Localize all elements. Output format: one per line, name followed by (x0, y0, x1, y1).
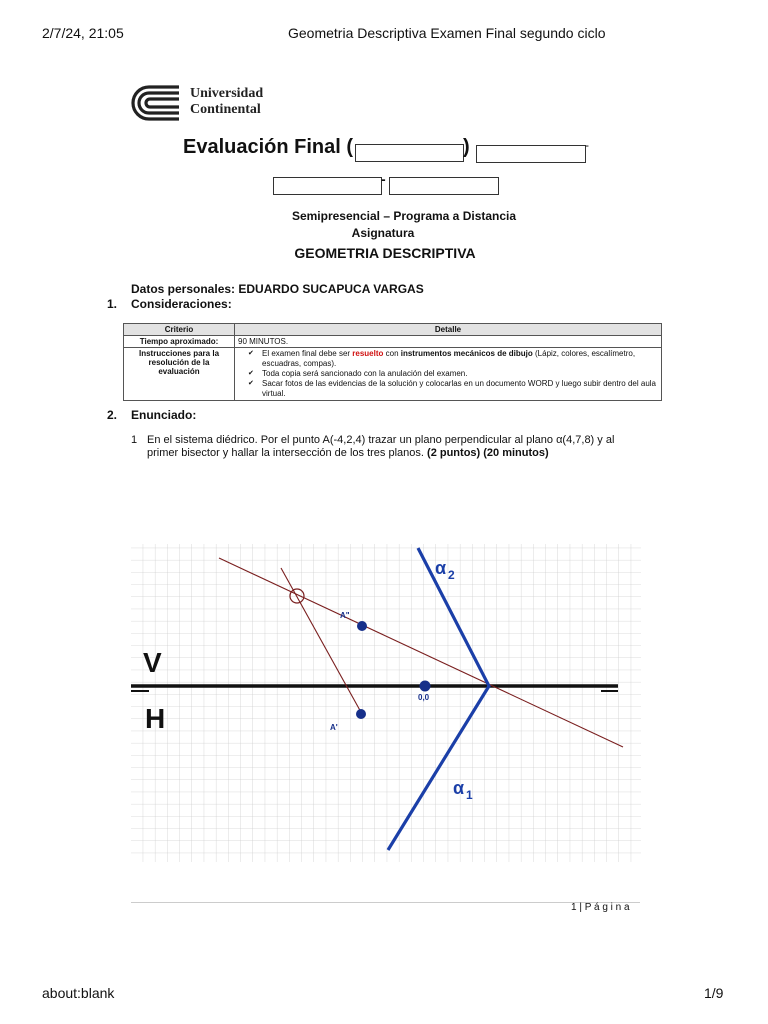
personal-data: Datos personales: EDUARDO SUCAPUCA VARGAS (131, 282, 424, 296)
section-1-number: 1. (107, 297, 118, 311)
label-alpha1-sub: 1 (466, 788, 473, 802)
footer-divider (131, 902, 640, 903)
logo-line-2: Continental (190, 102, 261, 117)
row-time-label: Tiempo aproximado: (124, 336, 235, 348)
label-origin: 0,0 (418, 693, 430, 702)
page-number: 1 | P á g i n a (571, 902, 630, 913)
label-alpha2: α (435, 558, 447, 578)
exam-title-left: Evaluación Final ( (183, 136, 354, 158)
exam-code-field[interactable] (355, 144, 464, 162)
subject-title: GEOMETRIA DESCRIPTIVA (294, 245, 476, 261)
grid-paper (131, 544, 641, 862)
row-instructions-label: Instrucciones para la resolución de la evaluación (124, 348, 235, 401)
label-a-vertical: A" (340, 611, 350, 620)
section-1-title: Consideraciones: (131, 297, 232, 311)
item-text: con (383, 349, 401, 358)
section-2-number: 2. (107, 408, 118, 422)
exam-title-close: ) (463, 136, 470, 158)
table-row (124, 336, 662, 348)
print-url: about:blank (42, 985, 115, 1001)
table-header-row (124, 324, 662, 336)
question-1-body: En el sistema diédrico. Por el punto A(-4,2,4) trazar un plano perpendicular al plano α(4,7,8) y al primer bisector y hallar la intersección de los tres planos. (147, 434, 615, 459)
print-document-title: Geometria Descriptiva Examen Final segundo ciclo (288, 25, 606, 41)
list-item (238, 349, 658, 369)
header-criterio: Criterio (124, 324, 235, 336)
logo-line-1: Universidad (190, 86, 264, 101)
row-time-value: 90 MINUTOS. (235, 336, 662, 348)
print-page-count: 1/9 (704, 985, 724, 1001)
table-row (124, 348, 662, 401)
university-logo-icon (131, 85, 181, 121)
highlight-text: resuelto (352, 349, 384, 358)
point-a-vertical (357, 621, 367, 631)
question-1-text (147, 434, 617, 460)
list-item: ✔ Sacar fotos de las evidencias de la solución y colocarlas en un documento WORD y luego subir dentro del aula virtual. (238, 379, 658, 399)
point-a-horizontal (356, 709, 366, 719)
field-dash: - (381, 171, 386, 187)
question-1-points: (2 puntos) (20 minutos) (427, 447, 549, 459)
exam-field-4[interactable] (389, 177, 499, 195)
origin-point (420, 681, 431, 692)
instructions-list (238, 349, 658, 399)
label-alpha2-sub: 2 (448, 568, 455, 582)
label-h: H (145, 703, 166, 734)
item-text: El examen final debe ser (262, 349, 353, 358)
modality-text: Semipresencial – Programa a Distancia (291, 209, 517, 223)
dihedral-drawing (131, 536, 643, 866)
exam-title (183, 136, 353, 159)
item-text: (Lápiz, colores, escalímetro, escuadras, compas). (262, 349, 636, 368)
title-dash: - (585, 138, 589, 152)
exam-date-field[interactable] (476, 145, 586, 163)
exam-field-3[interactable] (273, 177, 382, 195)
subject-label: Asignatura (351, 226, 415, 240)
header-detalle: Detalle (235, 324, 662, 336)
label-a-horizontal: A' (330, 723, 338, 732)
label-v: V (143, 647, 162, 678)
bold-text: instrumentos mecánicos de dibujo (400, 349, 533, 358)
section-2-title: Enunciado: (131, 408, 197, 422)
question-1-number: 1 (131, 434, 138, 446)
label-alpha1: α (453, 778, 465, 798)
row-instructions-value (235, 348, 662, 401)
university-logo-text (190, 86, 263, 118)
list-item: ✔ Toda copia será sancionado con la anulación del examen. (238, 369, 658, 379)
criteria-table (123, 323, 662, 401)
print-datetime: 2/7/24, 21:05 (42, 25, 124, 41)
